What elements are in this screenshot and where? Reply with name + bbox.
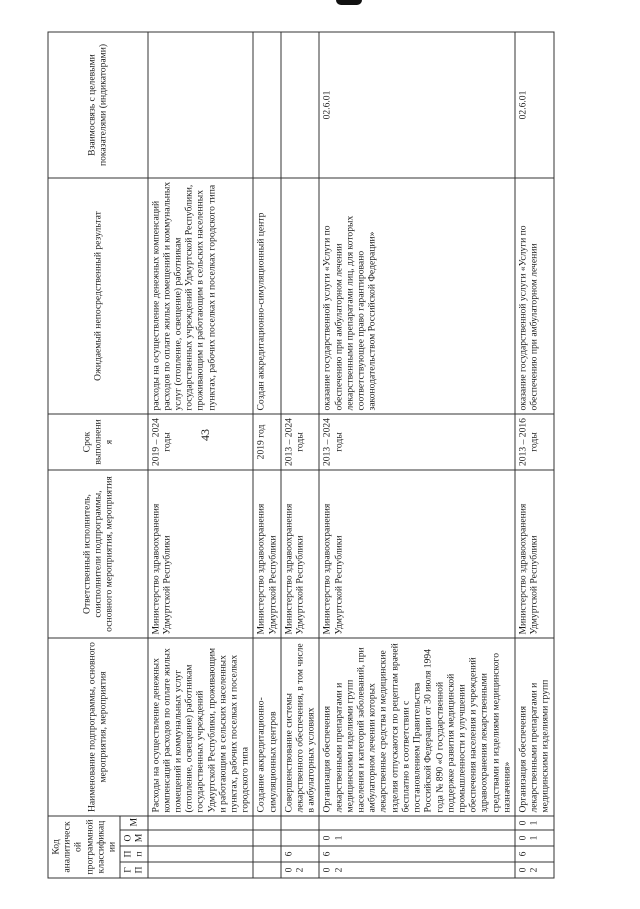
name-cell: Расходы на осуществление денежных компенсаций расходов по оплате жилых помещений и коммунальных услуг (отопление, освещение) работникам государственных учреждений Удмуртской Республики, проживающим и работающим в сельских населенных пунктах, рабочих поселках и поселках городского типа — [148, 638, 254, 816]
term-header: Срок выполнения — [48, 414, 148, 470]
executor-cell: Министерство здравоохранения Удмуртской Республики — [319, 470, 514, 638]
m-cell — [319, 816, 514, 830]
result-cell: расходы на осуществление денежных компенсаций расходов по оплате жилых помещений и коммунальных услуг (отопление, освещение) работникам государственных учреждений Удмуртской Республики, проживающим и работающим в сельских населенных пунктах, рабочих поселках и поселках городского типа — [148, 178, 254, 414]
result-cell: Создан аккредитационно-симуляционный центр — [253, 178, 280, 414]
pp-cell: 6 — [515, 846, 554, 862]
term-cell: 2013 – 2024 годы — [319, 414, 514, 470]
executor-cell: Министерство здравоохранения Удмуртской Республики — [281, 470, 320, 638]
m-header: М — [120, 816, 147, 830]
page-number: 43 — [198, 429, 212, 441]
m-cell — [253, 816, 280, 830]
gp-cell — [148, 862, 254, 878]
name-cell: Организация обеспечения лекарственными препаратами и медицинскими изделиями групп — [515, 638, 554, 816]
m-cell — [148, 816, 254, 830]
gp-cell: 02 — [281, 862, 320, 878]
name-cell: Совершенствование системы лекарственного обеспечения, в том числе в амбулаторных условиях — [281, 638, 320, 816]
term-cell: 2019 – 2024 годы — [148, 414, 254, 470]
result-cell: оказание государственной услуги «Услуги по обеспечению при амбулаторном лечении лекарственными препаратами лиц, для которых соответствующее право гарантировано законодательством Российской Федерации» — [319, 178, 514, 414]
om-cell: 01 — [515, 830, 554, 846]
result-cell: оказание государственной услуги «Услуги по обеспечению при амбулаторном лечении — [515, 178, 554, 414]
result-header: Ожидаемый непосредственный результат — [48, 178, 148, 414]
om-cell — [253, 830, 280, 846]
term-cell: 2019 год — [253, 414, 280, 470]
executor-cell: Министерство здравоохранения Удмуртской Республики — [515, 470, 554, 638]
table-row — [281, 32, 320, 878]
program-measures-table — [48, 32, 555, 879]
link-header: Взаимосвязь с целевыми показателями (индикаторами) — [48, 32, 148, 178]
executor-cell: Министерство здравоохранения Удмуртской Республики — [253, 470, 280, 638]
gp-cell: 02 — [319, 862, 514, 878]
gp-cell — [253, 862, 280, 878]
code-group-header: Код аналитической программной классификации — [48, 816, 120, 878]
term-cell: 2013 – 2016 годы — [515, 414, 554, 470]
executor-cell: Министерство здравоохранения Удмуртской Республики — [148, 470, 254, 638]
pp-cell — [253, 846, 280, 862]
table-row — [148, 32, 254, 878]
table-row — [515, 32, 554, 878]
pp-cell: 6 — [281, 846, 320, 862]
pp-header: Пп — [120, 846, 147, 862]
om-cell — [148, 830, 254, 846]
table-row — [253, 32, 280, 878]
gp-header: ГП — [120, 862, 147, 878]
link-cell: 02.6.01 — [319, 32, 514, 178]
m-cell: 01 — [515, 816, 554, 830]
m-cell — [281, 816, 320, 830]
table-row — [319, 32, 514, 878]
result-cell — [281, 178, 320, 414]
om-cell: 01 — [319, 830, 514, 846]
header-row — [48, 32, 120, 878]
link-cell: 02.6.01 — [515, 32, 554, 178]
name-header: Наименование подпрограммы, основного мероприятия, мероприятия — [48, 638, 148, 816]
link-cell — [148, 32, 254, 178]
pp-cell — [148, 846, 254, 862]
link-cell — [253, 32, 280, 178]
name-cell: Создание аккредитационно-симуляционных центров — [253, 638, 280, 816]
executor-header: Ответственный исполнитель, соисполнители подпрограммы, основного мероприятия, мероприятия — [48, 470, 148, 638]
om-header: ОМ — [120, 830, 147, 846]
pp-cell: 6 — [319, 846, 514, 862]
term-cell: 2013 – 2024 годы — [281, 414, 320, 470]
link-cell — [281, 32, 320, 178]
gp-cell: 02 — [515, 862, 554, 878]
name-cell: Организация обеспечения лекарственными препаратами и медицинскими изделиями групп населения и категорий заболеваний, при амбулаторном лечении которых лекарственные средства и медицинские изделия отпускаются по рецептам врачей бесплатно в соответствии с постановлением Правительства Российской Федерации от 30 июля 1994 года № 890 «О государственной поддержке развития медицинской промышленности и улучшении обеспечения населения и учреждений здравоохранения лекарственными средствами и изделиями медицинского назначения» — [319, 638, 514, 816]
om-cell — [281, 830, 320, 846]
rotated-table-sheet — [4, 0, 637, 909]
